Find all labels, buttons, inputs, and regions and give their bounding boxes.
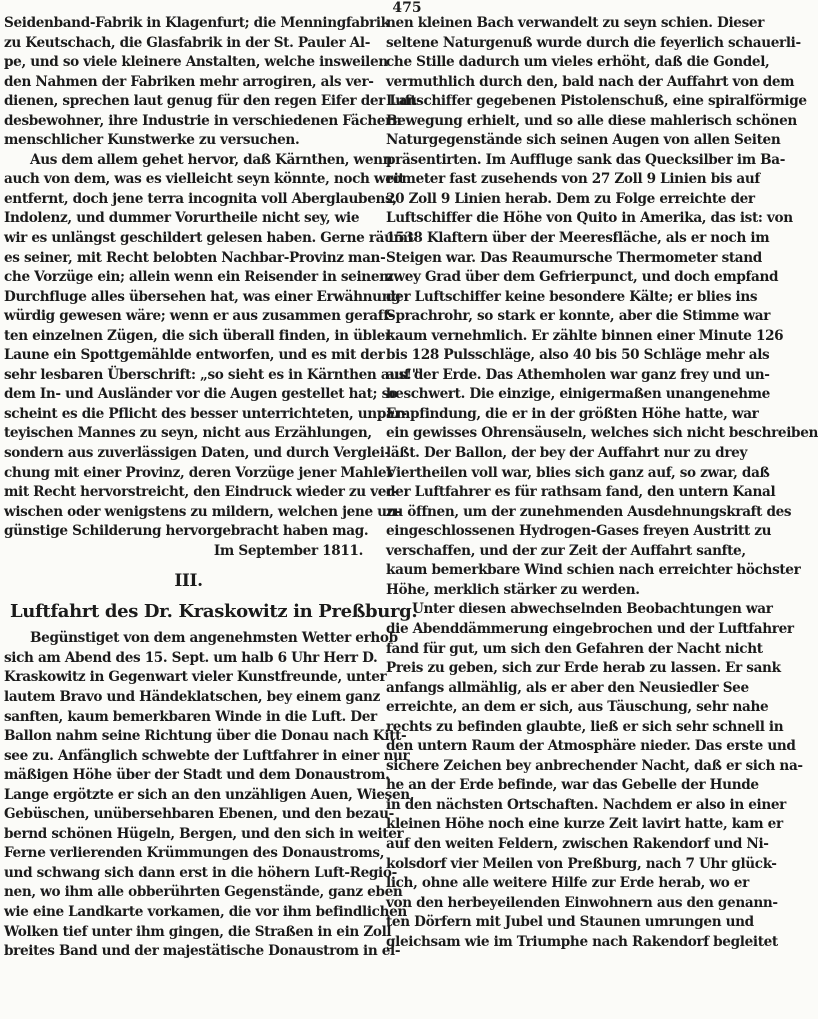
text-line: he an der Erde befinde, war das Gebelle der Hunde — [386, 777, 759, 794]
text-line: che Stille dadurch um vieles erhöht, daß die Gondel, — [386, 54, 770, 71]
text-line: der Luftfahrer es für rathsam fand, den untern Kanal — [386, 484, 776, 501]
text-line: auf der Erde. Das Athemholen war ganz frey und un- — [386, 366, 770, 383]
text-line: Empfindung, die er in der größten Höhe hatte, war — [386, 405, 759, 422]
text-line: sehr lesbaren Überschrift: „so sieht es in Kärnthen aus!" — [4, 366, 419, 383]
text-line: zu öffnen, um der zunehmenden Ausdehnungskraft des — [386, 503, 792, 520]
text-line: eingeschlossenen Hydrogen-Gases freyen Austritt zu — [386, 523, 772, 540]
text-line: entfernt, doch jene terra incognita voll Aberglaubens, — [4, 190, 397, 207]
text-line: dienen, sprechen laut genug für den regen Eifer der Lan- — [4, 93, 422, 110]
text-line: sondern aus zuverlässigen Daten, und durch Verglei- — [4, 445, 390, 462]
text-line: Aus dem allem gehet hervor, daß Kärnthen, wenn — [30, 151, 393, 168]
text-line: der Luftschiffer keine besondere Kälte; er blies ins — [386, 288, 758, 305]
text-line: seltene Naturgenuß wurde durch die feyerlich schauerli- — [386, 34, 801, 51]
text-line: menschlicher Kunstwerke zu versuchen. — [4, 132, 300, 149]
text-line: bernd schönen Hügeln, Bergen, und den sich in weiter — [4, 825, 404, 842]
text-line: 20 Zoll 9 Linien herab. Dem zu Folge erreichte der — [386, 190, 755, 207]
text-line: Preis zu geben, sich zur Erde herab zu lassen. Er sank — [386, 660, 781, 677]
text-line: wischen oder wenigstens zu mildern, welchen jene un- — [4, 503, 402, 520]
text-line: günstige Schilderung hervorgebracht haben mag. — [4, 523, 369, 540]
article-text — [4, 629, 415, 961]
text-line: zwey Grad über dem Gefrierpunct, und doch empfand — [386, 269, 779, 286]
text-line: den Nahmen der Fabriken mehr arrogiren, als ver- — [4, 73, 374, 90]
text-line: kolsdorf vier Meilen von Preßburg, nach 7 Uhr glück- — [386, 855, 777, 872]
text-line: Ferne verlierenden Krümmungen des Donaustroms, — [4, 845, 385, 862]
text-line: Höhe, merklich stärker zu werden. — [386, 581, 640, 598]
text-line: wie eine Landkarte vorkamen, die vor ihm befindlichen — [4, 903, 407, 920]
text-line: pe, und so viele kleinere Anstalten, welche insweilen — [4, 54, 388, 71]
text-line: fand für gut, um sich den Gefahren der Nacht nicht — [386, 640, 763, 657]
text-line: scheint es die Pflicht des besser unterrichteten, unpar- — [4, 405, 407, 422]
text-line: rechts zu befinden glaubte, ließ er sich sehr schnell in — [386, 718, 784, 735]
text-line: anfangs allmählig, als er aber den Neusiedler See — [386, 679, 749, 696]
right-column — [386, 14, 818, 952]
text-line: sich am Abend des 15. Sept. um halb 6 Uhr Herr D. — [4, 649, 378, 666]
text-line: nen, wo ihm alle obberührten Gegenstände, ganz eben — [4, 884, 403, 901]
section-number: III. — [174, 571, 203, 592]
text-line: nen kleinen Bach verwandelt zu seyn schien. Dieser — [386, 15, 765, 31]
text-line: teyischen Mannes zu seyn, nicht aus Erzählungen, — [4, 425, 372, 442]
text-line: sanften, kaum bemerkbaren Winde in die Luft. Der — [4, 708, 377, 725]
text-line: chung mit einer Provinz, deren Vorzüge jener Mahler — [4, 464, 393, 481]
text-line: den untern Raum der Atmosphäre nieder. Das erste und — [386, 738, 796, 755]
text-line: Durchfluge alles übersehen hat, was einer Erwähnung — [4, 288, 401, 305]
text-line: dem In- und Ausländer vor die Augen gestellet hat; so — [4, 386, 398, 403]
text-line: lautem Bravo und Händeklatschen, bey einem ganz — [4, 688, 380, 705]
text-line: Wolken tief unter ihm gingen, die Straßen in ein Zoll — [4, 923, 392, 940]
text-line: beschwert. Die einzige, einigermaßen unangenehme — [386, 386, 770, 403]
text-line: zu Keutschach, die Glasfabrik in der St. Pauler Al- — [4, 34, 370, 51]
text-line: Naturgegenstände sich seinen Augen von allen Seiten — [386, 132, 781, 149]
text-line: Viertheilen voll war, blies sich ganz auf, so zwar, daß — [386, 464, 770, 481]
left-column — [4, 14, 422, 962]
text-line: von den herbeyeilenden Einwohnern aus den genann- — [386, 894, 778, 911]
text-line: che Vorzüge ein; allein wenn ein Reisender in seinem — [4, 269, 394, 286]
text-line: Begünstiget von dem angenehmsten Wetter erhob — [30, 630, 398, 647]
text-line: ten Dörfern mit Jubel und Staunen umrungen und — [386, 914, 754, 931]
text-line: Ballon nahm seine Richtung über die Donau nach Kitt- — [4, 728, 407, 745]
text-line: Indolenz, und dummer Vorurtheile nicht sey, wie — [4, 210, 360, 227]
text-line: es seiner, mit Recht belobten Nachbar-Provinz man- — [4, 249, 386, 266]
text-line: bis 128 Pulsschläge, also 40 bis 50 Schläge mehr als — [386, 347, 770, 364]
text-line: vermuthlich durch den, bald nach der Auffahrt von dem — [386, 73, 795, 90]
text-line: erreichte, an dem er sich, aus Täuschung, sehr nahe — [386, 699, 769, 716]
text-line: Lange ergötzte er sich an den unzähligen Auen, Wiesen, — [4, 786, 415, 803]
text-line: Luftschiffer gegebenen Pistolenschuß, eine spiralförmige — [386, 93, 807, 110]
text-line: die Abenddämmerung eingebrochen und der Luftfahrer — [386, 620, 794, 637]
text-line: gleichsam wie im Triumphe nach Rakendorf begleitet — [386, 933, 778, 950]
text-line: kleinen Höhe noch eine kurze Zeit lavirt hatte, kam er — [386, 816, 783, 833]
text-line: auch von dem, was es vielleicht seyn könnte, noch weit — [4, 171, 405, 188]
text-line: präsentirten. Im Auffluge sank das Quecksilber im Ba- — [386, 151, 786, 168]
text-line: mit Recht hervorstreicht, den Eindruck wieder zu ver- — [4, 484, 399, 501]
text-line: desbewohner, ihre Industrie in verschiedenen Fächern — [4, 112, 402, 129]
text-line: Laune ein Spottgemählde entworfen, und es mit der — [4, 347, 385, 364]
text-line: sichere Zeichen bey anbrechender Nacht, daß er sich na- — [386, 757, 803, 774]
text-line: mäßigen Höhe über der Stadt und dem Donaustrom. — [4, 767, 390, 784]
text-line: Gebüschen, unübersehbaren Ebenen, und den bezau- — [4, 806, 394, 823]
text-line: kaum bemerkbare Wind schien nach erreichter höchster — [386, 562, 801, 579]
text-line: Bewegung erhielt, und so alle diese mahlerisch schönen — [386, 112, 797, 129]
left-column-text — [4, 14, 422, 542]
text-line: ein gewisses Ohrensäuseln, welches sich nicht beschreiben — [386, 425, 818, 442]
text-line: läßt. Der Ballon, der bey der Auffahrt nur zu drey — [386, 445, 748, 462]
text-line: Luftschiffer die Höhe von Quito in Amerika, das ist: von — [386, 210, 793, 227]
article-heading: Luftfahrt des Dr. Kraskowitz in Preßburg. — [10, 601, 418, 623]
text-line: see zu. Anfänglich schwebte der Luftfahrer in einer nur — [4, 747, 410, 764]
text-line: wir es unlängst geschildert gelesen haben. Gerne räumt — [4, 230, 414, 247]
text-line: Seidenband-Fabrik in Klagenfurt; die Menningfabrik — [4, 15, 390, 31]
text-line: Kraskowitz in Gegenwart vieler Kunstfreunde, unter — [4, 669, 387, 686]
text-line: breites Band und der majestätische Donaustrom in ei- — [4, 943, 401, 960]
text-line: Sprachrohr, so stark er konnte, aber die Stimme war — [386, 308, 771, 325]
text-line: Steigen war. Das Reaumursche Thermometer stand — [386, 249, 762, 266]
text-line: in den nächsten Ortschaften. Nachdem er also in einer — [386, 796, 786, 813]
text-line: verschaffen, und der zur Zeit der Auffahrt sanfte, — [386, 542, 746, 559]
text-line: 1538 Klaftern über der Meeresfläche, als er noch im — [386, 230, 770, 247]
text-line: ten einzelnen Zügen, die sich überall finden, in übler — [4, 327, 392, 344]
text-line: Unter diesen abwechselnden Beobachtungen war — [412, 601, 773, 618]
text-line: kaum vernehmlich. Er zählte binnen einer Minute 126 — [386, 327, 784, 344]
page-number: 475 — [392, 0, 422, 16]
text-line: würdig gewesen wäre; wenn er aus zusammen geraff- — [4, 308, 394, 325]
text-line: rometer fast zusehends von 27 Zoll 9 Linien bis auf — [386, 171, 760, 188]
text-line: lich, ohne alle weitere Hilfe zur Erde herab, wo er — [386, 875, 749, 892]
text-line: auf den weiten Feldern, zwischen Rakendorf und Ni- — [386, 835, 769, 852]
text-line: und schwang sich dann erst in die höhern Luft-Regio- — [4, 864, 397, 881]
date-line: Im September 1811. — [213, 542, 363, 559]
right-column-text — [386, 14, 818, 952]
